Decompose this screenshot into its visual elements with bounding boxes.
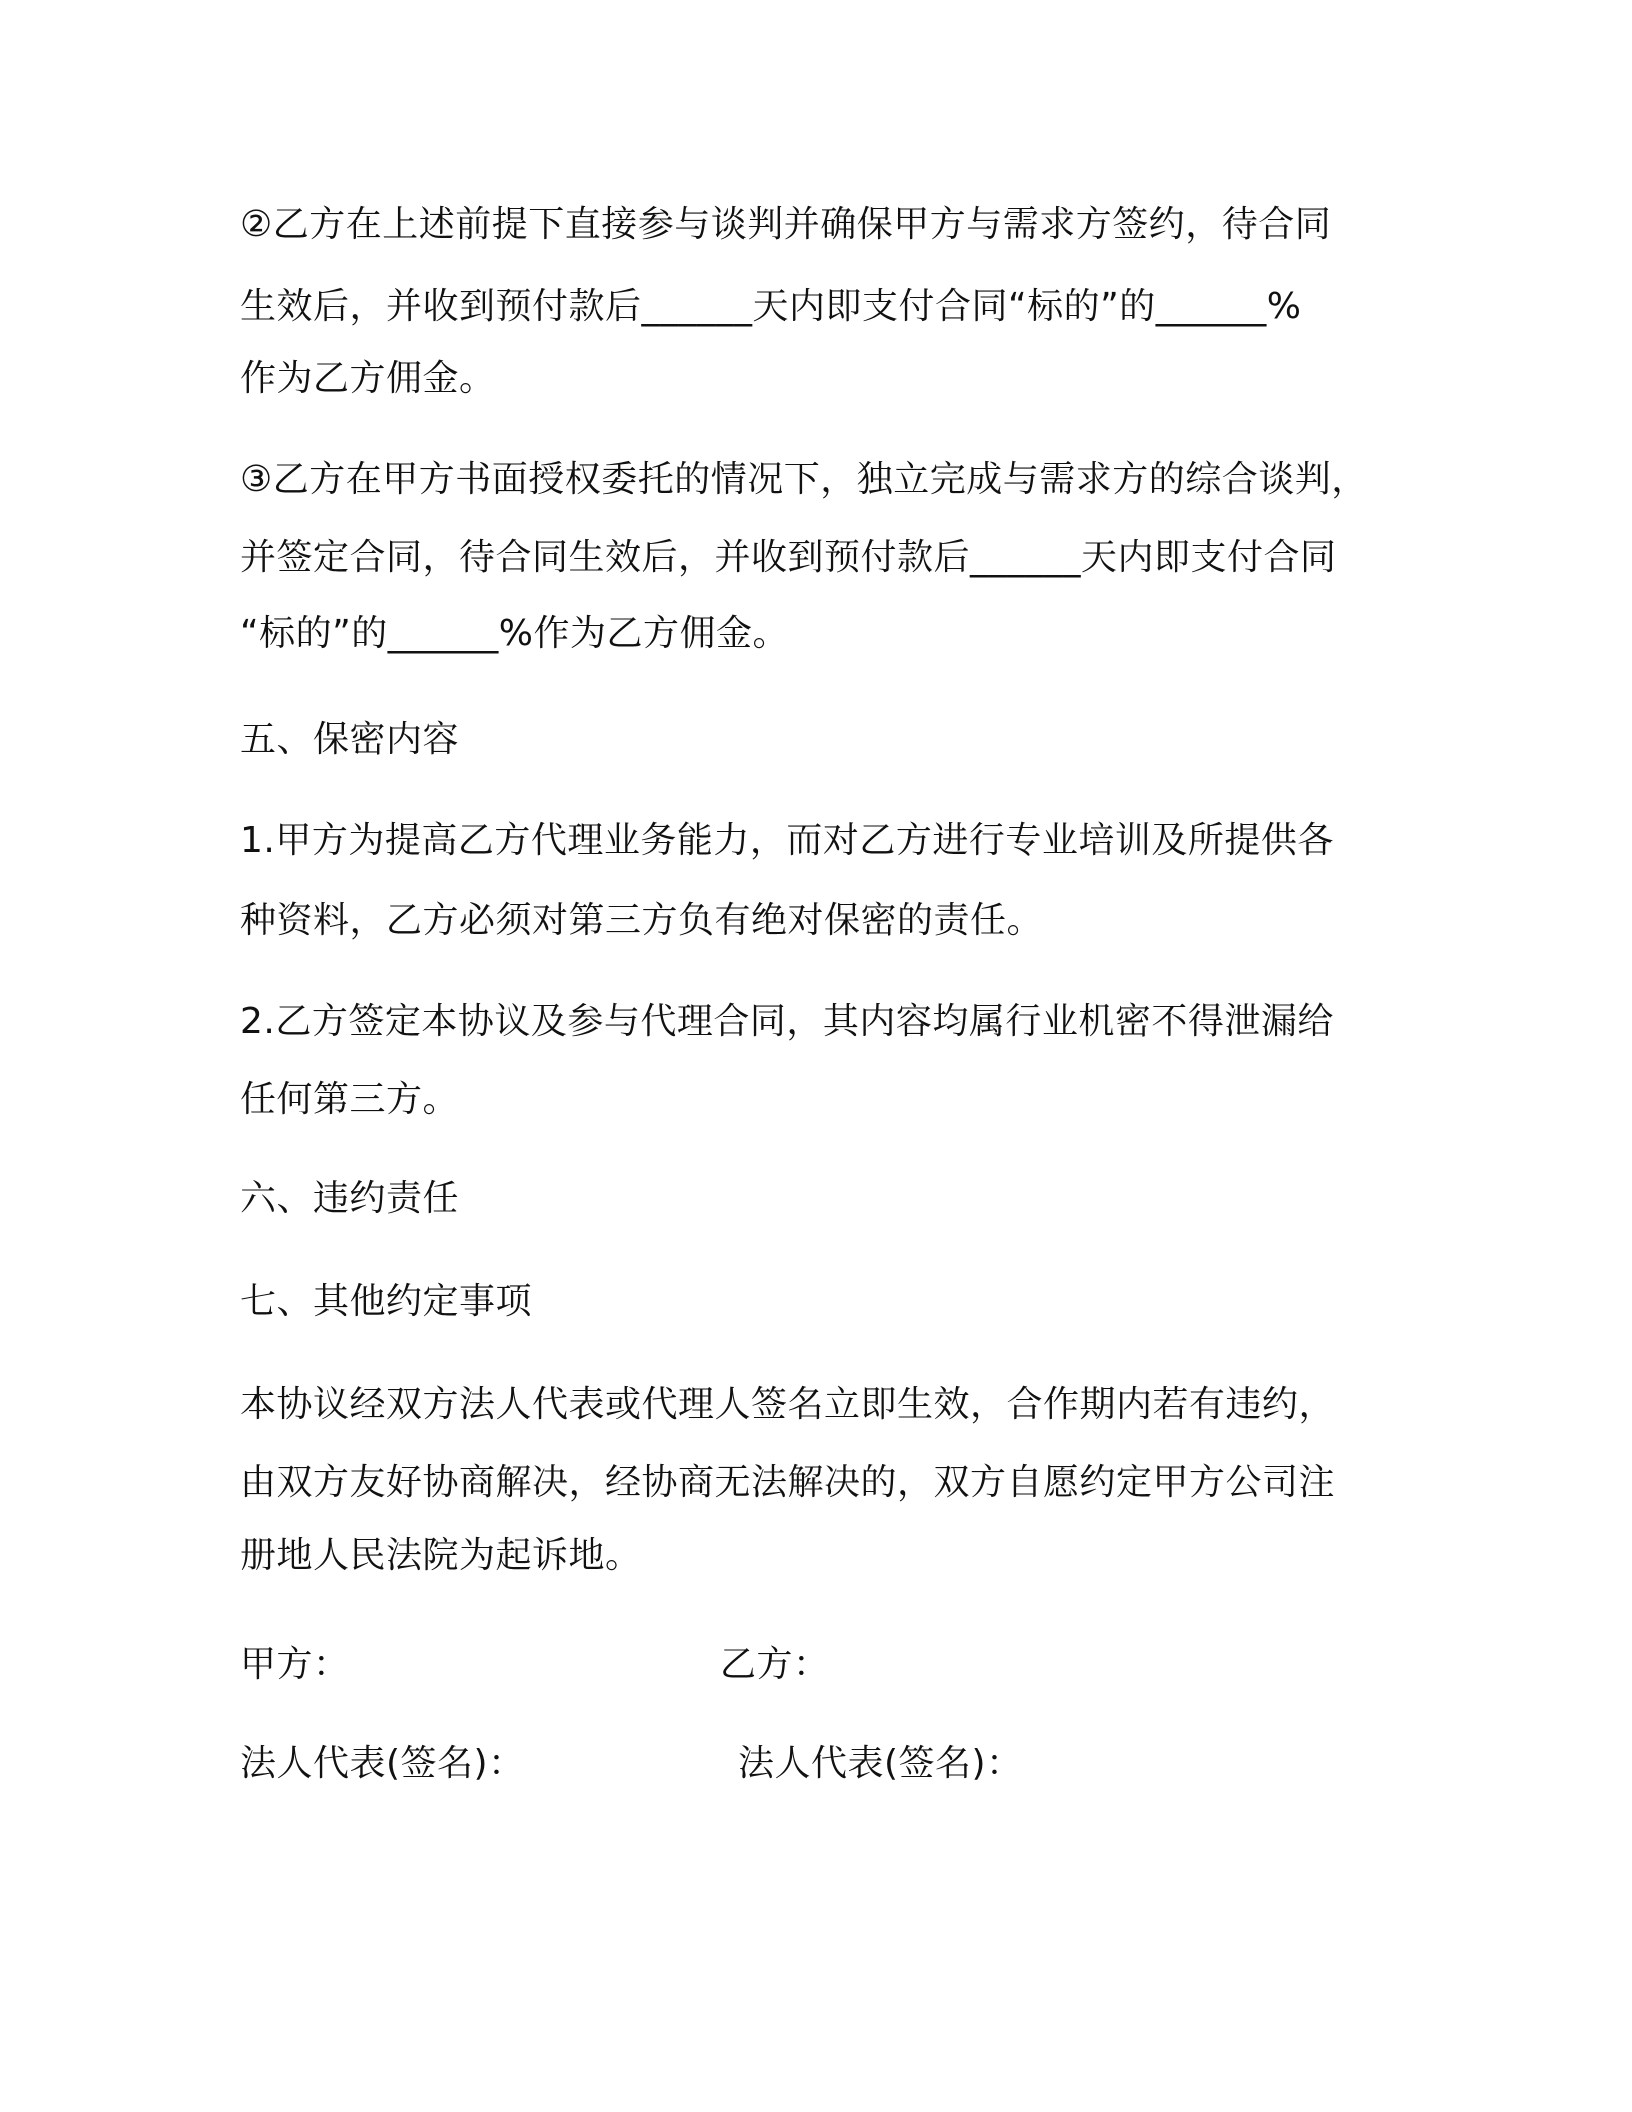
clause-2-line-1: ②乙方在上述前提下直接参与谈判并确保甲方与需求方签约，待合同 [240, 204, 1332, 245]
clause-2-line-2: 生效后，并收到预付款后______天内即支付合同“标的”的______% [240, 286, 1302, 327]
section-5-item-2-line-2: 任何第三方。 [240, 1079, 460, 1120]
clause-2-line-3: 作为乙方佣金。 [240, 358, 496, 399]
section-7-heading: 七、其他约定事项 [240, 1281, 533, 1322]
party-b-label: 乙方： [720, 1644, 830, 1685]
section-5-item-1-line-1: 1.甲方为提高乙方代理业务能力，而对乙方进行专业培训及所提供各 [240, 820, 1334, 861]
section-5-heading: 五、保密内容 [240, 719, 460, 760]
section-7-body-line-2: 由双方友好协商解决，经协商无法解决的，双方自愿约定甲方公司注 [240, 1462, 1336, 1503]
party-a-label: 甲方： [240, 1644, 350, 1685]
clause-3-line-2: 并签定合同，待合同生效后，并收到预付款后______天内即支付合同 [240, 537, 1337, 578]
section-6-heading: 六、违约责任 [240, 1178, 460, 1219]
party-b-rep-label: 法人代表(签名)： [738, 1743, 1023, 1784]
clause-3-line-1: ③乙方在甲方书面授权委托的情况下，独立完成与需求方的综合谈判， [240, 459, 1368, 500]
section-7-body-line-3: 册地人民法院为起诉地。 [240, 1535, 642, 1576]
section-7-body-line-1: 本协议经双方法人代表或代理人签名立即生效，合作期内若有违约， [240, 1384, 1336, 1425]
section-5-item-2-line-1: 2.乙方签定本协议及参与代理合同，其内容均属行业机密不得泄漏给 [240, 1001, 1334, 1042]
clause-3-line-3: “标的”的______%作为乙方佣金。 [240, 613, 790, 654]
section-5-item-1-line-2: 种资料，乙方必须对第三方负有绝对保密的责任。 [240, 900, 1044, 941]
party-a-rep-label: 法人代表(签名)： [240, 1743, 525, 1784]
